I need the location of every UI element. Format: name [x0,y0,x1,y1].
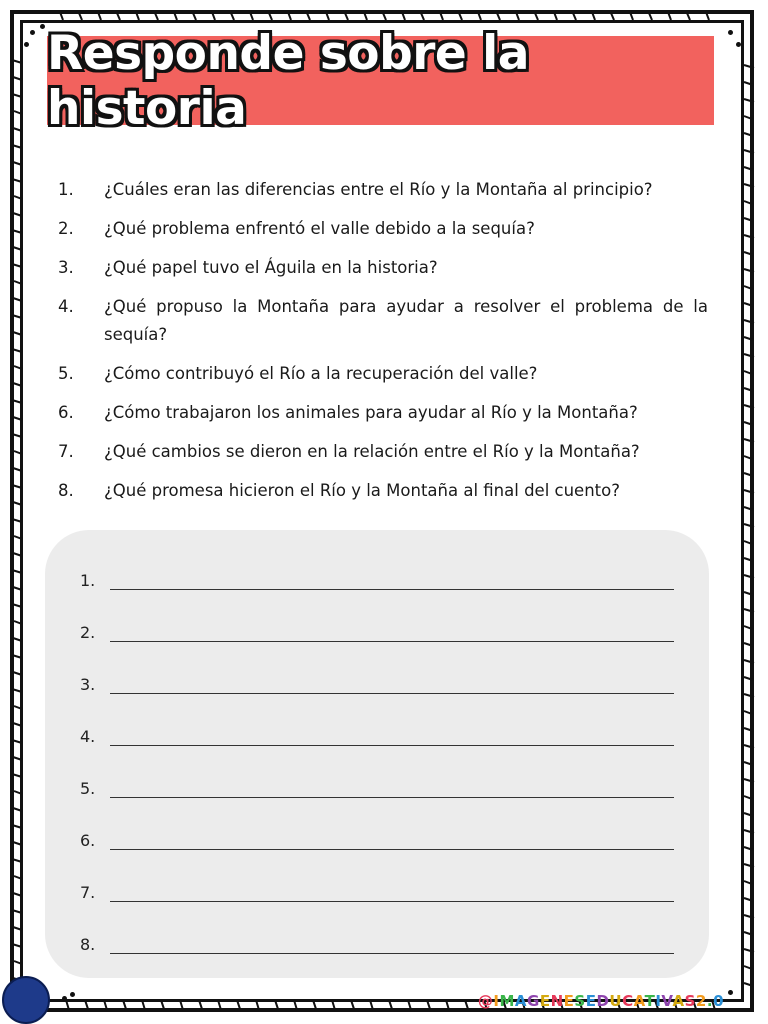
question-number: 1. [58,180,74,199]
border-tick [12,774,22,777]
border-tick [13,638,22,641]
question-item [58,360,708,388]
border-tick [231,13,234,20]
border-tick [12,349,22,352]
border-tick [744,558,753,561]
border-tick [706,12,709,20]
border-tick [630,12,633,20]
border-tick [104,1000,107,1010]
border-tick [294,1000,297,1010]
border-tick [12,179,22,182]
border-tick [744,643,753,646]
border-tick [180,1000,183,1010]
border-tick [13,417,22,420]
border-tick [573,13,576,20]
border-tick [12,570,22,573]
border-tick [60,12,63,20]
border-tick [370,1000,373,1010]
border-tick [12,604,22,607]
answer-number: 8. [80,935,96,954]
answer-line[interactable] [80,774,674,798]
question-item [58,215,708,243]
corner-dot [40,24,45,29]
question-list [58,176,708,516]
border-tick [269,13,272,20]
border-tick [13,587,22,590]
border-tick [744,405,754,408]
answer-number: 2. [80,623,96,642]
question-text: ¿Cómo trabajaron los animales para ayudar al Río y la Montaña? [104,403,638,422]
border-tick [744,575,754,578]
border-tick [744,167,753,170]
border-tick [85,1000,88,1009]
border-tick [14,536,22,539]
border-tick [161,1000,164,1009]
border-tick [744,507,753,510]
border-tick [174,12,177,20]
answer-blank[interactable] [110,737,674,746]
border-tick [13,298,22,301]
border-tick [446,1000,449,1010]
border-tick [275,1000,278,1009]
border-tick [744,728,753,731]
answer-line[interactable] [80,722,674,746]
border-tick [497,13,500,20]
border-tick [13,128,22,131]
border-tick [12,230,22,233]
question-text: ¿Qué cambios se dieron en la relación entre el Río y la Montaña? [104,442,640,461]
border-tick [744,796,752,799]
border-tick [12,315,22,318]
question-text: ¿Qué papel tuvo el Águila en la historia? [104,258,438,277]
border-tick [193,13,196,20]
border-tick [345,13,348,20]
border-tick [408,1000,411,1010]
answer-blank[interactable] [110,841,674,850]
question-item [58,399,708,427]
border-tick [14,111,22,114]
border-tick [744,541,752,544]
answer-blank[interactable] [110,893,674,902]
border-tick [13,383,22,386]
border-tick [332,1000,335,1010]
border-tick [744,133,753,136]
border-tick [14,451,22,454]
answer-number: 3. [80,675,96,694]
border-tick [744,286,752,289]
border-tick [14,876,22,879]
answer-number: 6. [80,831,96,850]
border-tick [66,1000,69,1010]
border-tick [744,201,752,204]
answer-area [45,530,709,978]
border-tick [744,932,753,935]
border-tick [364,12,367,20]
border-tick [744,830,754,833]
border-tick [744,881,752,884]
border-tick [744,456,752,459]
border-tick [668,12,671,20]
border-tick [14,706,22,709]
border-tick [13,672,22,675]
border-tick [12,264,22,267]
border-tick [199,1000,202,1009]
border-tick [12,60,22,63]
border-tick [744,439,754,442]
border-tick [14,791,22,794]
border-tick [12,944,22,947]
border-tick [98,12,101,20]
border-tick [744,592,753,595]
question-text: ¿Qué promesa hicieron el Río y la Montaña al final del cuento? [104,481,620,500]
question-number: 6. [58,403,74,422]
border-tick [649,13,652,20]
border-tick [744,473,753,476]
border-tick [744,320,754,323]
border-tick [13,162,22,165]
border-tick [14,196,22,199]
border-tick [351,1000,354,1009]
border-tick [250,12,253,20]
border-tick [12,94,22,97]
border-tick [12,400,22,403]
border-tick [12,740,22,743]
answer-line[interactable] [80,930,674,954]
answer-blank[interactable] [110,945,674,954]
border-tick [744,949,754,952]
question-number: 2. [58,219,74,238]
border-tick [13,757,22,760]
border-tick [13,893,22,896]
border-tick [744,490,754,493]
border-tick [744,99,754,102]
circular-logo-icon [2,976,50,1024]
border-tick [12,485,22,488]
border-tick [478,12,481,20]
border-tick [744,677,753,680]
border-tick [744,337,753,340]
border-tick [744,82,753,85]
page-title: Responde sobre la historia [47,25,529,136]
border-tick [313,1000,316,1009]
border-tick [744,983,753,986]
border-tick [744,694,754,697]
border-tick [79,13,82,20]
question-item [58,176,708,204]
border-tick [14,366,22,369]
answer-number: 7. [80,883,96,902]
border-tick [744,116,752,119]
watermark [478,992,724,1010]
border-tick [427,1000,430,1009]
border-tick [12,434,22,437]
border-tick [13,502,22,505]
border-tick [744,660,754,663]
border-tick [212,12,215,20]
answer-line[interactable] [80,618,674,642]
border-tick [744,371,752,374]
border-tick [218,1000,221,1010]
answer-line[interactable] [80,878,674,902]
answer-blank[interactable] [110,633,674,642]
border-tick [13,808,22,811]
border-tick [13,247,22,250]
border-tick [123,1000,126,1009]
border-tick [611,13,614,20]
border-tick [744,184,754,187]
border-tick [13,927,22,930]
border-tick [13,332,22,335]
border-tick [744,915,754,918]
question-item [58,438,708,466]
border-tick [744,779,754,782]
corner-dot [30,30,35,35]
border-tick [13,842,22,845]
watermark-text: @IMAGENESEDUCATIVAS2.0 [477,992,724,1010]
title-banner [47,25,714,136]
border-tick [402,12,405,20]
question-text: ¿Cómo contribuyó el Río a la recuperación del valle? [104,364,538,383]
border-tick [12,825,22,828]
border-tick [744,711,752,714]
border-tick [142,1000,145,1010]
border-tick [744,422,753,425]
border-tick [744,252,753,255]
border-tick [13,213,22,216]
border-tick [744,388,753,391]
border-tick [744,898,753,901]
answer-number: 1. [80,571,96,590]
question-number: 5. [58,364,74,383]
border-tick [13,723,22,726]
border-tick [535,13,538,20]
border-tick [12,910,22,913]
border-tick [459,13,462,20]
answer-line[interactable] [80,566,674,590]
border-tick [288,12,291,20]
border-tick [12,519,22,522]
border-tick [744,65,754,68]
border-tick [237,1000,240,1009]
question-text: ¿Qué problema enfrentó el valle debido a la sequía? [104,219,535,238]
border-tick [554,12,557,20]
border-tick [744,269,754,272]
corner-dot [728,30,733,35]
question-number: 3. [58,258,74,277]
corner-dot [70,992,75,997]
border-tick [440,12,443,20]
question-number: 7. [58,442,74,461]
question-number: 4. [58,297,74,316]
border-tick [12,859,22,862]
border-tick [256,1000,259,1010]
border-tick [744,864,754,867]
border-tick [13,468,22,471]
answer-number: 4. [80,727,96,746]
border-tick [592,12,595,20]
border-tick [13,553,22,556]
question-item [58,477,708,505]
border-tick [326,12,329,20]
answer-number: 5. [80,779,96,798]
border-tick [744,235,754,238]
border-tick [744,813,753,816]
border-tick [12,655,22,658]
border-tick [307,13,310,20]
border-tick [13,77,22,80]
answer-line[interactable] [80,670,674,694]
border-tick [516,12,519,20]
border-tick [389,1000,392,1009]
question-text: ¿Cuáles eran las diferencias entre el Río y la Montaña al principio? [104,180,653,199]
answer-blank[interactable] [110,685,674,694]
corner-dot [728,990,733,995]
border-tick [744,762,753,765]
border-tick [744,354,754,357]
border-tick [14,621,22,624]
answer-blank[interactable] [110,581,674,590]
border-tick [117,13,120,20]
border-tick [744,303,753,306]
question-item [58,254,708,282]
border-tick [744,609,754,612]
border-tick [136,12,139,20]
border-tick [383,13,386,20]
border-tick [12,689,22,692]
border-tick [744,150,754,153]
border-tick [14,961,22,964]
border-tick [744,745,754,748]
corner-dot [736,42,741,47]
border-tick [421,13,424,20]
question-text: ¿Qué propuso la Montaña para ayudar a resolver el problema de la sequía? [104,297,708,344]
corner-dot [62,996,67,1001]
border-tick [14,281,22,284]
corner-dot [24,42,29,47]
answer-blank[interactable] [110,789,674,798]
border-tick [744,626,752,629]
border-tick [687,13,690,20]
border-tick [12,145,22,148]
answer-line[interactable] [80,826,674,850]
question-number: 8. [58,481,74,500]
question-item [58,293,708,349]
border-tick [744,524,754,527]
border-tick [744,966,752,969]
border-tick [744,218,753,221]
border-tick [465,1000,468,1009]
border-tick [155,13,158,20]
border-tick [744,847,753,850]
